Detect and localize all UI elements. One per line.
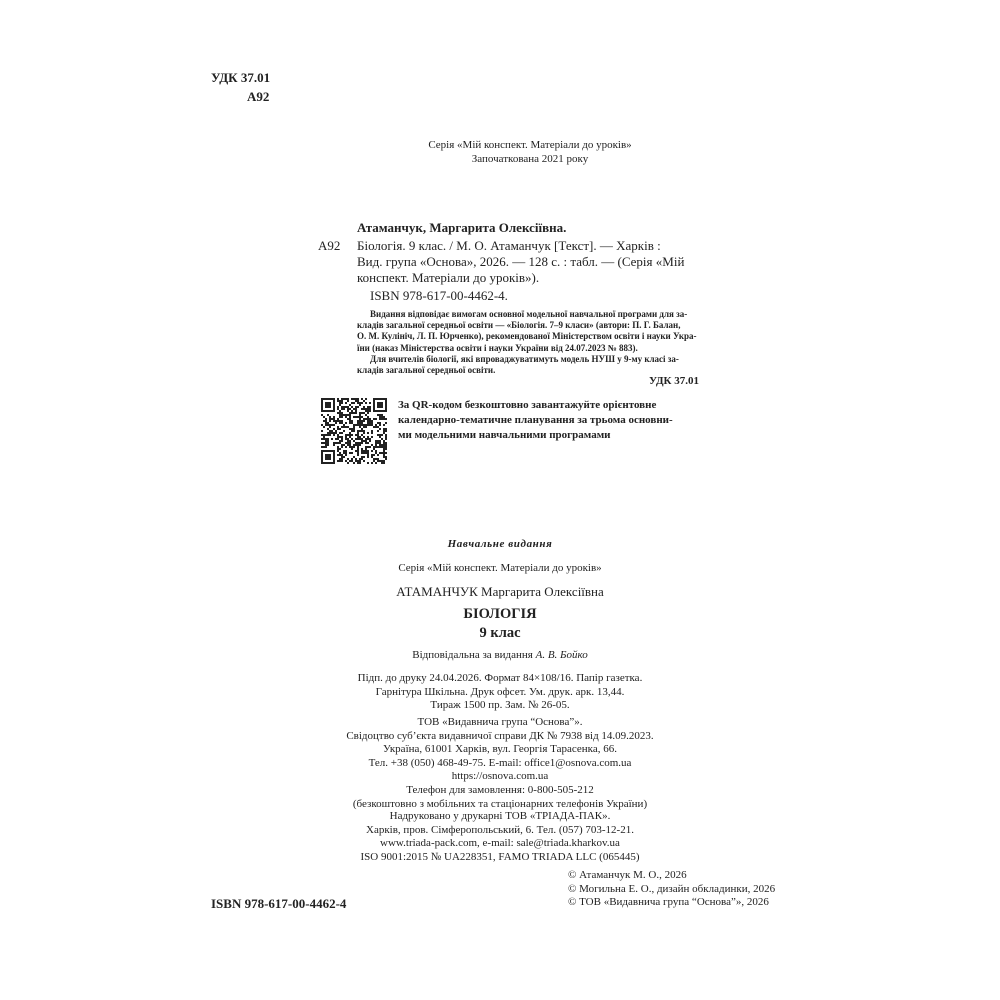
imprint-series: Серія «Мій конспект. Матеріали до уроків» bbox=[398, 562, 602, 574]
catalog-note bbox=[357, 309, 699, 376]
publisher-line: Свідоцтво суб’єкта видавничої справи ДК № 7938 від 14.09.2023. bbox=[346, 729, 654, 742]
catalog-desc-line: конспект. Матеріали до уроків»). bbox=[357, 270, 540, 285]
book-grade: 9 клас bbox=[479, 625, 521, 641]
qr-caption-line: ми модельними навчальними програмами bbox=[398, 429, 611, 441]
catalog-isbn: ISBN 978-617-00-4462-4. bbox=[370, 288, 508, 303]
book-title: БІОЛОГІЯ bbox=[463, 606, 537, 622]
catalog-author-heading: Атаманчук, Маргарита Олексіївна. bbox=[357, 220, 567, 235]
qr-caption-line: календарно-тематичне планування за трьома основни- bbox=[398, 414, 673, 426]
note-line: кладів загальної середньої освіти — «Біологія. 7–9 класи» (автори: П. Г. Балан, bbox=[357, 320, 681, 331]
note-line: кладів загальної середньої освіти. bbox=[357, 365, 496, 376]
responsible-name: А. В. Бойко bbox=[535, 649, 588, 661]
responsible-line bbox=[310, 649, 690, 663]
print-details bbox=[300, 672, 700, 713]
note-line: Для вчителів біології, які впроваджуватимуть модель НУШ у 9-му класі за- bbox=[370, 353, 679, 364]
publisher-line: (безкоштовно з мобільних та стаціонарних телефонів України) bbox=[352, 797, 648, 810]
edition-type: Навчальне видання bbox=[447, 538, 553, 550]
catalog-udk: УДК 37.01 bbox=[648, 375, 699, 387]
catalog-index: А92 bbox=[247, 89, 270, 104]
catalog-description bbox=[357, 238, 699, 286]
printer-line: ISO 9001:2015 № UA228351, FAMO TRIADA LLC (065445) bbox=[360, 850, 640, 863]
printer-line: Надруковано у друкарні ТОВ «ТРІАДА-ПАК». bbox=[389, 810, 611, 822]
series-start-line: Започаткована 2021 року bbox=[471, 152, 589, 165]
publisher-line: ТОВ «Видавнича група “Основа”». bbox=[417, 716, 583, 728]
note-line: Видання відповідає вимогам основної модельної навчальної програми для за- bbox=[370, 309, 688, 319]
responsible-label: Відповідальна за видання bbox=[412, 649, 533, 661]
udk-code: УДК 37.01 bbox=[211, 70, 271, 85]
note-line: О. М. Кулініч, Л. П. Юрченко), рекомендованої Міністерством освіти і науки Укра- bbox=[357, 331, 697, 342]
copyright-line: © ТОВ «Видавнича група “Основа”», 2026 bbox=[568, 896, 769, 909]
catalog-desc-line: Вид. група «Основа», 2026. — 128 с. : табл. — (Серія «Мій bbox=[357, 254, 685, 269]
copyright-block bbox=[568, 869, 808, 910]
footer-isbn: ISBN 978-617-00-4462-4 bbox=[211, 896, 347, 911]
printer-details bbox=[300, 810, 700, 864]
publisher-line: Україна, 61001 Харків, вул. Георгія Тарасенка, 66. bbox=[383, 743, 617, 756]
imprint-author: АТАМАНЧУК Маргарита Олексіївна bbox=[396, 584, 604, 599]
copyright-line: © Атаманчук М. О., 2026 bbox=[568, 869, 687, 881]
publisher-line: https://osnova.com.ua bbox=[451, 770, 549, 783]
note-line: їни (наказ Міністерства освіти і науки України від 24.07.2023 № 883). bbox=[357, 342, 638, 353]
print-line: Підп. до друку 24.04.2026. Формат 84×108/16. Папір газетка. bbox=[357, 672, 643, 684]
publisher-details bbox=[300, 716, 700, 811]
qr-caption-line: За QR-кодом безкоштовно завантажуйте орієнтовне bbox=[398, 399, 657, 411]
catalog-index-left: А92 bbox=[318, 238, 341, 253]
printer-line: www.triada-pack.com, e-mail: sale@triada.kharkov.ua bbox=[380, 837, 620, 850]
copyright-line: © Могильна Е. О., дизайн обкладинки, 2026 bbox=[568, 882, 776, 895]
print-line: Тираж 1500 пр. Зам. № 26-05. bbox=[430, 699, 570, 712]
publisher-line: Тел. +38 (050) 468-49-75. E-mail: office1@osnova.com.ua bbox=[368, 756, 632, 769]
series-line: Серія «Мій конспект. Матеріали до уроків» bbox=[428, 139, 632, 151]
printer-line: Харків, пров. Сімферопольський, 6. Тел. (057) 703-12-21. bbox=[366, 823, 634, 836]
qr-code-icon[interactable] bbox=[321, 398, 387, 464]
catalog-desc-line: Біологія. 9 клас. / М. О. Атаманчук [Текст]. — Харків : bbox=[357, 238, 661, 253]
print-line: Гарнітура Шкільна. Друк офсет. Ум. друк. арк. 13,44. bbox=[375, 685, 625, 698]
series-block bbox=[350, 139, 710, 166]
publisher-line: Телефон для замовлення: 0-800-505-212 bbox=[406, 783, 594, 796]
qr-caption bbox=[398, 398, 699, 443]
